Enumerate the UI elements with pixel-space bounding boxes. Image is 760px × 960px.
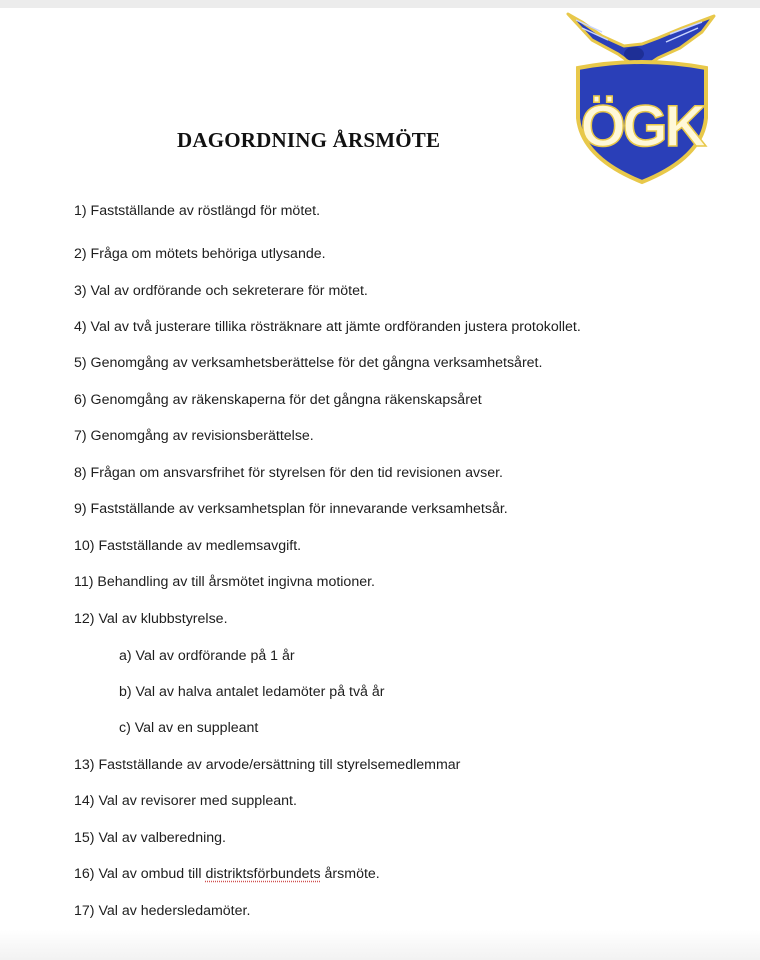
agenda-item: 9) Fastställande av verksamhetsplan för innevarande verksamhetsår. (74, 501, 508, 517)
agenda-item: 6) Genomgång av räkenskaperna för det gångna räkenskapsåret (74, 392, 482, 408)
agenda-subitem: c) Val av en suppleant (119, 720, 259, 736)
agenda-item: 5) Genomgång av verksamhetsberättelse för det gångna verksamhetsåret. (74, 355, 543, 371)
agenda-item: 17) Val av hedersledamöter. (74, 903, 251, 919)
agenda-item: 15) Val av valberedning. (74, 830, 226, 846)
agenda-item: 10) Fastställande av medlemsavgift. (74, 538, 302, 554)
top-bar (0, 0, 760, 8)
agenda-item: 13) Fastställande av arvode/ersättning till styrelsemedlemmar (74, 757, 461, 773)
spellcheck-word[interactable]: distriktsförbundets (205, 866, 321, 882)
agenda-item: 14) Val av revisorer med suppleant. (74, 793, 297, 809)
agenda-item: 8) Frågan om ansvarsfrihet för styrelsen för den tid revisionen avser. (74, 465, 503, 481)
agenda-item-text: 16) Val av ombud till (74, 866, 202, 882)
agenda-item: 2) Fråga om mötets behöriga utlysande. (74, 246, 326, 262)
agenda-item: 7) Genomgång av revisionsberättelse. (74, 428, 314, 444)
eagle-shield-logo-icon (562, 8, 722, 186)
bottom-bar (0, 930, 760, 960)
agenda-item: 12) Val av klubbstyrelse. (74, 611, 228, 627)
agenda-subitem: b) Val av halva antalet ledamöter på två år (119, 684, 385, 700)
agenda-item: 3) Val av ordförande och sekreterare för mötet. (74, 283, 368, 299)
agenda-item (74, 866, 380, 882)
agenda-item-text-after: årsmöte. (324, 866, 380, 882)
agenda-item: 11) Behandling av till årsmötet ingivna motioner. (74, 574, 375, 590)
agenda-item: 4) Val av två justerare tillika rösträknare att jämte ordföranden justera protokollet. (74, 319, 581, 335)
page-title: DAGORDNING ÅRSMÖTE (177, 128, 441, 152)
ogk-logo (562, 8, 722, 186)
agenda-subitem: a) Val av ordförande på 1 år (119, 648, 295, 664)
logo-text: ÖGK (580, 94, 704, 159)
agenda-item: 1) Fastställande av röstlängd för mötet. (74, 203, 321, 219)
